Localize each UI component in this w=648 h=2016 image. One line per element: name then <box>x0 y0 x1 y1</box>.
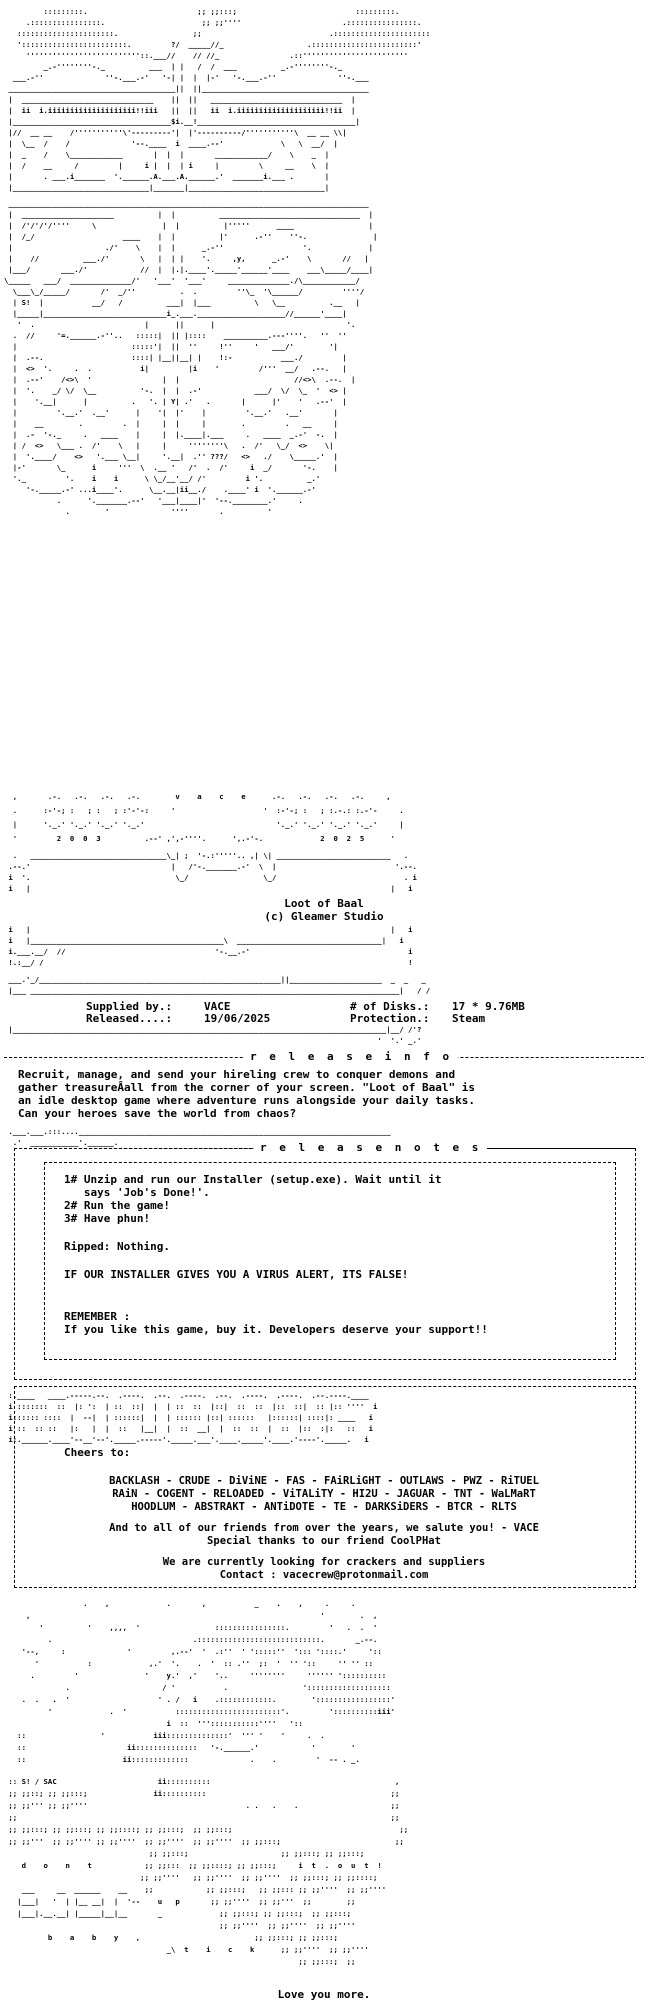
game-title: Loot of Baal <box>284 897 364 910</box>
supplied-label: Supplied by.: <box>86 1000 173 1013</box>
years-row-art: , .-. .-. .-. .-. v a c e .-. .-. .-. .-. , . :-'-; : ; : ; :'-'-: ' ' :-'-; : ; :.-.: :.-'- . | '._.' '._.' '._.' '._.' '._.' '._.' '._.' '._.' | ' 2 0 0 3 .--' ,',-''''. ',.-'-. 2 0 2 5 ' <box>12 792 404 843</box>
title-frame-top: . _______________________________\_| ; '-.:'''''.. ,| \| __________________________ . .--.' | /'-._______.-' \ | '.--. i '. \_/ \_/ . i i | | i <box>8 851 417 893</box>
greets-line-3: HOODLUM - ABSTRAKT - ANTiDOTE - TE - DARKSiDERS - BTCR - RLTS <box>131 1501 517 1513</box>
ripped-note: Ripped: Nothing. <box>64 1240 170 1253</box>
step-1: 1# Unzip and run our Installer (setup.exe). Wait until it says 'Job's Done!'. <box>64 1173 442 1199</box>
greets-logo-art: :.____ ____.-----.--. .----. .--. .----. .--. .----. .----. .--.----.____ i ::::::: :: |: ': | :: ::| | | :: :: |::| :: :: |:: ::| :: |:: '''' i i:::::: :::: | --| | ::::::| | | :::::: |::| :::::: |::::::| ::::|: ____ i i :: :: :: |: | | :: |__| | :: __| | :: :: | :: |:: :|: :: i i:.______.____'--__'--'._____.-----'._____.___'.____._____'.____.'----'._____. i <box>8 1391 378 1444</box>
cheers-label: Cheers to: <box>64 1446 131 1459</box>
release-info-text: Recruit, manage, and send your hireling crew to conquer demons and gather treasureÂall from the corner of your screen. "Loot of Baal" is an idle desktop game where adventure runs alongside your daily tasks. Can your heroes save the world from chaos? <box>18 1068 475 1120</box>
swirl-art: . , . , _ . , . . , ' . , ' ' ,,,, ' ::::::::::::::::. ' . . ' . .::::::::::::::::::::::::::::. _.--. '--, : ' ,.--' ' .:'' ' ':::::'' '::: '::::.' ':: ' : ,.' '. . ' :: .'' ;: ' '' ':: '' '' :: . ' ' y.' ,' '.. '''''''' '''''' ':::::::::: . / ' . '::::::::::::::::::: . . . ' ' . / i .::::::::::::. ':::::::::::::::::' ' . ' ::::::::::::::::::::::::'. '::::::::::iii' i :: ''':::::::::::'''' ':: :: ' iii::::::::::::::' ''' ' ' . . :: ii:::::::::::::: '-.______.' ' ' :: ii::::::::::::: . . ' -- . _. <box>17 1599 395 1764</box>
greets-line-2: RAiN - COGENT - RELOADED - ViTALiTY - HI2U - JAGUAR - TNT - WaLMaRT <box>112 1488 536 1500</box>
title-frame-bottom: i | | i i |____________________________________________\ _________________________________| i i.___.__/ // '-.__.-' i !.:__/ / ! <box>8 925 413 967</box>
looking-line: We are currently looking for crackers and suppliers <box>162 1556 486 1568</box>
salute-line: And to all of our friends from over the years, we salute you! - VACE <box>109 1522 539 1534</box>
release-notes-heading: r e l e a s e n o t e s <box>44 1141 634 1155</box>
remember-label: REMEMBER : <box>64 1310 131 1323</box>
footer-text: Love you more. <box>277 1988 371 2001</box>
supplied-value: VACE <box>204 1000 231 1013</box>
studio-name: (c) Gleamer Studio <box>264 910 384 923</box>
greets-line-1: BACKLASH - CRUDE - DiViNE - FAS - FAiRLiGHT - OUTLAWS - PWZ - RiTUEL <box>109 1475 539 1487</box>
nfo-document <box>4 0 644 2016</box>
protection-value: Steam <box>452 1012 486 1025</box>
supplied-frame-top: ___.'_/_______________________________________________________||_____________________ _ _ _ |___ ____________________________________________________________________________________| / / <box>8 975 431 995</box>
release-info-heading: r e l e a s e i n f o <box>4 1050 644 1064</box>
virus-note: IF OUR INSTALLER GIVES YOU A VIRUS ALERT, ITS FALSE! <box>64 1268 409 1281</box>
remember-text: If you like this game, buy it. Developers deserve your support!! <box>64 1323 488 1336</box>
step-2: 2# Run the game! <box>64 1199 170 1212</box>
ascii-logo-top: :::::::::. ;; ;;:::; :::::::::. .::::::::::::::::. ;; ;;'''' .::::::::::::::::. ::::::::::::::::::::::. ;; .:::::::::::::::::::::: '::::::::::::::::::::::::. ?/ _____//_ .::::::::::::::::::::::::' ''''''''''''''''''''''''''::.___// // //_ .::'''''''''''''''''''''''' _.-''''''''-._ ___ | | / / ___ _.-''''''''-._ ___.-'' ''-.___.-' '-| | | |-' '-.___.-'' ''-.___ ______________________________________|| ||______________________________________ | ______________________________ || || ______________________________ | | ii i.iiiiiiiiiiiiiiiiiiii!!iii || || ii i.iiiiiiiiiiiiiiiiiiii!!ii | |____________________________________$i.__!____________________________________| |// __ __ /'''''''''''\'---------'| |'----------/'''''''''''\ __ __ \\| | \__ / / '--.____ i ____.--' \ \ __/ | | _ / \____________ | | | ____________/ \ _ | | / __ / | i | | | i | \ __ \ | | . ___.i_______ '.______.A.___.A.______.' _______i.___ . | |_______________________________|_______|_______________________________| <box>8 7 431 192</box>
released-label: Released....: <box>86 1012 173 1025</box>
ascii-logo-mid: __________________________________________________________________________________ | _____________________ | | ________________________________ | | /'/'/'/'''' \ | | |''''' ____ | | /_/ ____ | | |' .-'' ''-. | | ./' \ | | _.-'' '. | | // ___./' \ | | | '. ,y, _.-' \ // | |___/ ___./' // | |.|.____'._____'______'____ ___\_____/____| \_____ ___/ ______________/' '___' '___' ______________./\____________/ \___\_/_____/ /' _/'' . . ''\_ '\______/ ''''/ | S! | __/ / ___| |___ \ \__ .__ | |_____|____________________________i_.___.____________________//______'____| ' . | || | '. . // '=.______.-''.. :::::| || |:::: __________.---''''. '' '' | :::::'| || '' !'' ' ___/' '| | .--. ::::| |__||__| | !:- ___./ | | <> '. . . i| |i ' /''' __/ .--. | | .--' /<>\ ' | | //<>\ .--. | | '. _/ \/ \__ '-. | | .-' ___/ \/ \_ ' <> | | '.__| | . '. | Y| .' . | |' ' .--' | | '.__.' .__' | '| |' | '.__.' .__' | | __ . . | | | | . . __ | | .- '-._ . ____ | | |.____|.___ . ____ _.-' -. | | / <> \___ . /' \ | | ''''''''\ . /' \_/ <> \| | '.____/ <> '.___ \__| '.__| .'' ???/ <> ./ \_____.' | |-' \_ i ''' \ .__ ' /' . /' i _/ '-. | '._ '. i i \ \_/__'__/ /' i '. _.' '-._____.-' ...i____'. \__.__|ii__./ .____' i '.______.-' . '._______.--' '___|____|' '--.________.' . . ' '''' . ' <box>4 199 378 516</box>
contact-line: Contact : vacecrew@protonmail.com <box>219 1569 429 1581</box>
protection-label: Protection.: <box>350 1012 430 1025</box>
bottom-art: :: S! / SAC ii:::::::::: , ;; ;;::; ;; ;;:::; ii:::::::::: ;; ;; ;;''' ;; ;;'''' . . . . ;; ;; ;; ;; ;;:::; ;; ;;:::; ;; ;;::::; ;; ;;:::; ;; ;;:::; ;; ;; ;;''' ;; ;;'''' ;; ;;'''' ;; ;;'''' ;; ;;'''' ;; ;;:::; ;; ;; ;;:::; ;; ;;:::; ;; ;;:::; d o n t ;; ;;::: ;; ;;::::; ;; ;;:::; i t . o u t ! ;; ;;'''' ;; ;;'''' ;; ;;'''' ;; ;;:::; ;; ;;::::; ___ __ ______ __ ;; ;; ;;:::; ;; ;;::: ;; ;;'''' ;; ;;'''' |___| ' | |__ __| | '-- u p ;; ;;'''' ;; ;;''' ;; ;; |___|.__.__| |_____|__|__ _ ;; ;;:::; ;; ;;:::; ;; ;;:::; ;; ;;'''' ;; ;;'''' ;; ;;'''' b a b y , ;; ;;:::; ;; ;;:::; _\ t i c k ;; ;;'''' ;; ;;'''' ;; ;;:::; ;; <box>8 1777 409 1966</box>
released-value: 19/06/2025 <box>204 1012 271 1025</box>
step-3: 3# Have phun! <box>64 1212 151 1225</box>
supplied-frame-bottom: |_____________________________________________________________________________________|__/ /'? ' '.' _.' <box>8 1025 422 1045</box>
disks-label: # of Disks.: <box>350 1000 430 1013</box>
notes-box-top: .___.___.:::...._______________________________________________________________________ .' ___________'.______. <box>8 1127 391 1147</box>
disks-value: 17 * 9.76MB <box>452 1000 525 1013</box>
thanks-line: Special thanks to our friend CoolPHat <box>207 1535 441 1547</box>
